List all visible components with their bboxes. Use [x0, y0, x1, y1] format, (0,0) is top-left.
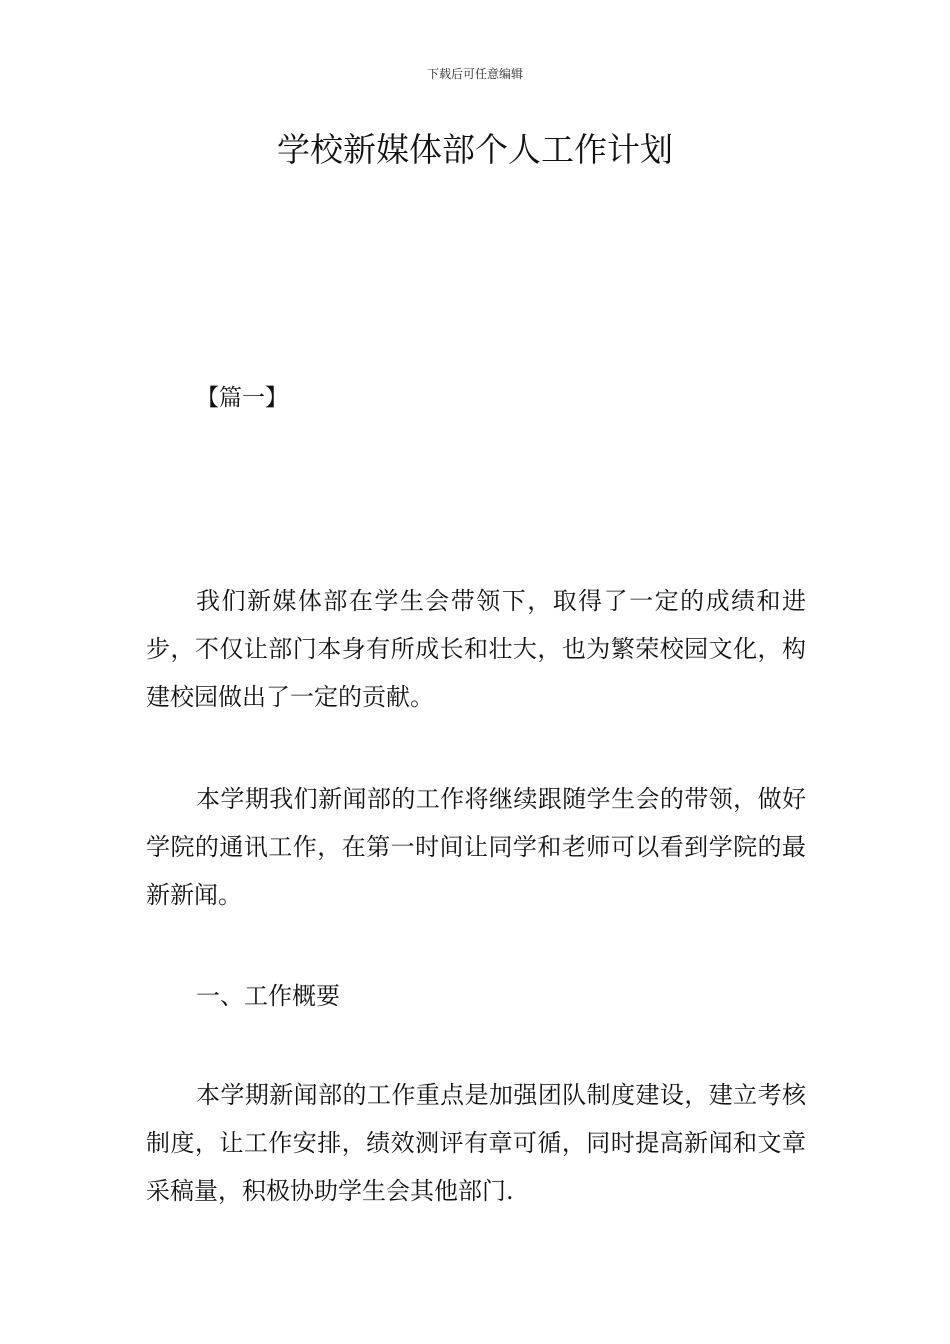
section-heading-overview: 一、工作概要	[196, 982, 340, 1010]
paragraph-intro: 我们新媒体部在学生会带领下，取得了一定的成绩和进步，不仅让部门本身有所成长和壮大，也为繁荣校园文化，构建校园做出了一定的贡献。	[146, 587, 806, 711]
section-tag: 【篇一】	[196, 385, 288, 411]
document-title: 学校新媒体部个人工作计划	[277, 130, 673, 169]
paragraph-work-focus: 本学期新闻部的工作重点是加强团队制度建设，建立考核制度，让工作安排，绩效测评有章可循，同时提高新闻和文章采稿量，积极协助学生会其他部门.	[146, 1081, 806, 1205]
paragraph-semester-plan: 本学期我们新闻部的工作将继续跟随学生会的带领，做好学院的通讯工作，在第一时间让同学和老师可以看到学院的最新新闻。	[146, 785, 806, 909]
header-note: 下载后可任意编辑	[426, 67, 523, 81]
